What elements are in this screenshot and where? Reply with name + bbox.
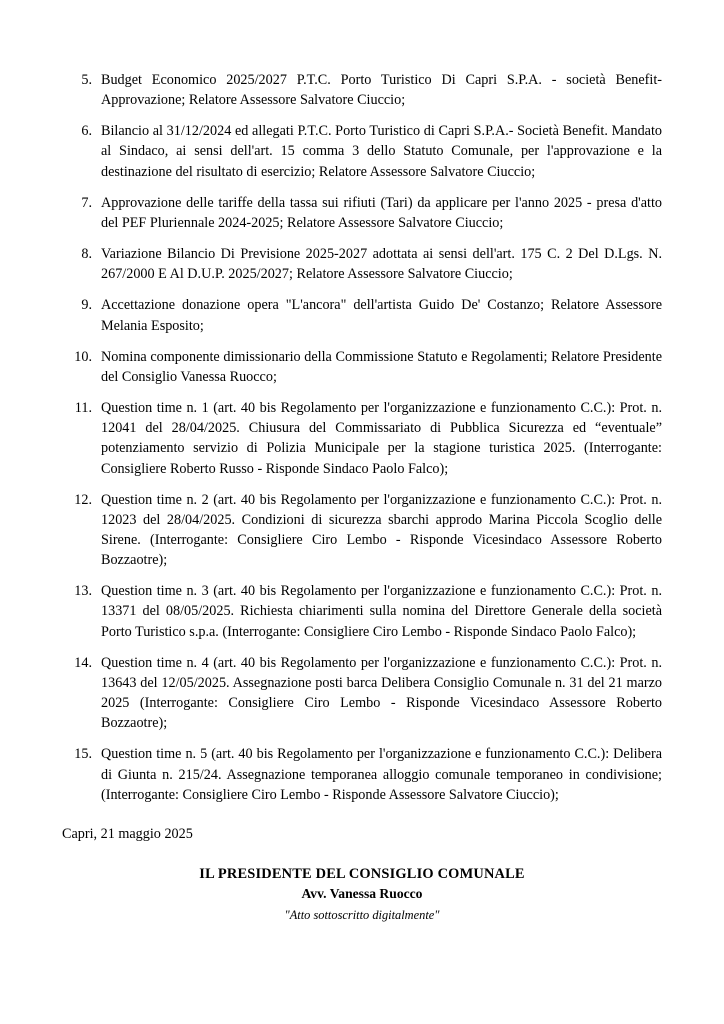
list-item-text: Variazione Bilancio Di Previsione 2025-2027 adottata ai sensi dell'art. 175 C. 2 Del D.Lgs. N. 267/2000 E Al D.U.P. 2025/2027; Relatore Assessore Salvatore Ciuccio;	[101, 246, 662, 283]
list-item-number: 7.	[81, 194, 92, 211]
list-item-number: 12.	[74, 491, 92, 508]
signature-title: IL PRESIDENTE DEL CONSIGLIO COMUNALE	[199, 866, 525, 882]
list-item-number: 9.	[81, 297, 92, 314]
list-item-number: 15.	[74, 746, 92, 763]
list-item-number: 14.	[74, 654, 92, 671]
list-item	[62, 398, 662, 479]
list-item-text: Nomina componente dimissionario della Commissione Statuto e Regolamenti; Relatore Presidente del Consiglio Vanessa Ruocco;	[101, 348, 662, 385]
list-item-number: 10.	[74, 348, 92, 365]
list-item-text: Bilancio al 31/12/2024 ed allegati P.T.C. Porto Turistico di Capri S.P.A.- Società Benefit. Mandato al Sindaco, ai sensi dell'art. 15 comma 3 dello Statuto Comunale, per l'approvazione e la destinazione del risultato di esercizio; Relatore Assessore Salvatore Ciuccio;	[101, 123, 662, 180]
list-item-number: 5.	[81, 72, 92, 88]
list-item	[62, 581, 662, 641]
list-item-text: Approvazione delle tariffe della tassa sui rifiuti (Tari) da applicare per l'anno 2025 - presa d'atto del PEF Pluriennale 2024-2025; Relatore Assessore Salvatore Ciuccio;	[101, 194, 662, 231]
list-item-number: 11.	[74, 400, 92, 417]
list-item-text: Question time n. 5 (art. 40 bis Regolamento per l'organizzazione e funzionamento C.C.): Delibera di Giunta n. 215/24. Assegnazione temporanea alloggio comunale temporaneo in condivisione; (Interrogante: Consigliere Ciro Lembo - Risponde Assessore Salvatore Ciuccio);	[101, 746, 662, 803]
signature-block	[62, 864, 662, 926]
list-item	[62, 744, 662, 804]
list-item	[62, 193, 662, 233]
list-item-text: Budget Economico 2025/2027 P.T.C. Porto Turistico Di Capri S.P.A. - società Benefit- Approvazione; Relatore Assessore Salvatore Ciuccio;	[101, 72, 662, 109]
list-item-text: Accettazione donazione opera "L'ancora" dell'artista Guido De' Costanzo; Relatore Assessore Melania Esposito;	[101, 297, 662, 334]
place-and-date: Capri, 21 maggio 2025	[62, 825, 193, 842]
list-item	[62, 121, 662, 181]
list-item-text: Question time n. 2 (art. 40 bis Regolamento per l'organizzazione e funzionamento C.C.): Prot. n. 12023 del 28/04/2025. Condizioni di sicurezza sbarchi approdo Marina Piccola Scoglio delle Sirene. (Interrogante: Consigliere Ciro Lembo - Risponde Vicesindaco Assessore Roberto Bozzaotre);	[101, 491, 662, 569]
list-item-number: 6.	[81, 123, 92, 140]
signature-name: Avv. Vanessa Ruocco	[301, 886, 423, 902]
list-item	[62, 244, 662, 284]
list-item-number: 8.	[81, 246, 92, 263]
list-item	[62, 347, 662, 387]
list-item	[62, 490, 662, 571]
signature-note: "Atto sottoscritto digitalmente"	[284, 907, 440, 922]
list-item	[62, 295, 662, 335]
list-item-text: Question time n. 3 (art. 40 bis Regolamento per l'organizzazione e funzionamento C.C.): Prot. n. 13371 del 08/05/2025. Richiesta chiarimenti sulla nomina del Direttore Generale della società Porto Turistico s.p.a. (Interrogante: Consigliere Ciro Lembo - Risponde Sindaco Paolo Falco);	[101, 583, 662, 640]
list-item	[62, 70, 662, 110]
list-item-text: Question time n. 4 (art. 40 bis Regolamento per l'organizzazione e funzionamento C.C.): Prot. n. 13643 del 12/05/2025. Assegnazione posti barca Delibera Consiglio Comunale n. 31 del 21 marzo 2025 (Interrogante: Consigliere Ciro Lembo - Risponde Vicesindaco Assessore Roberto Bozzaotre);	[101, 654, 662, 732]
list-item-text: Question time n. 1 (art. 40 bis Regolamento per l'organizzazione e funzionamento C.C.): Prot. n. 12041 del 28/04/2025. Chiusura del Commissariato di Pubblica Sicurezza ed “eventuale” potenziamento servizio di Polizia Municipale per la stagione turistica 2025. (Interrogante: Consigliere Roberto Russo - Risponde Sindaco Paolo Falco);	[101, 400, 662, 477]
agenda-list	[62, 70, 662, 805]
list-item-number: 13.	[74, 583, 92, 600]
list-item	[62, 653, 662, 734]
